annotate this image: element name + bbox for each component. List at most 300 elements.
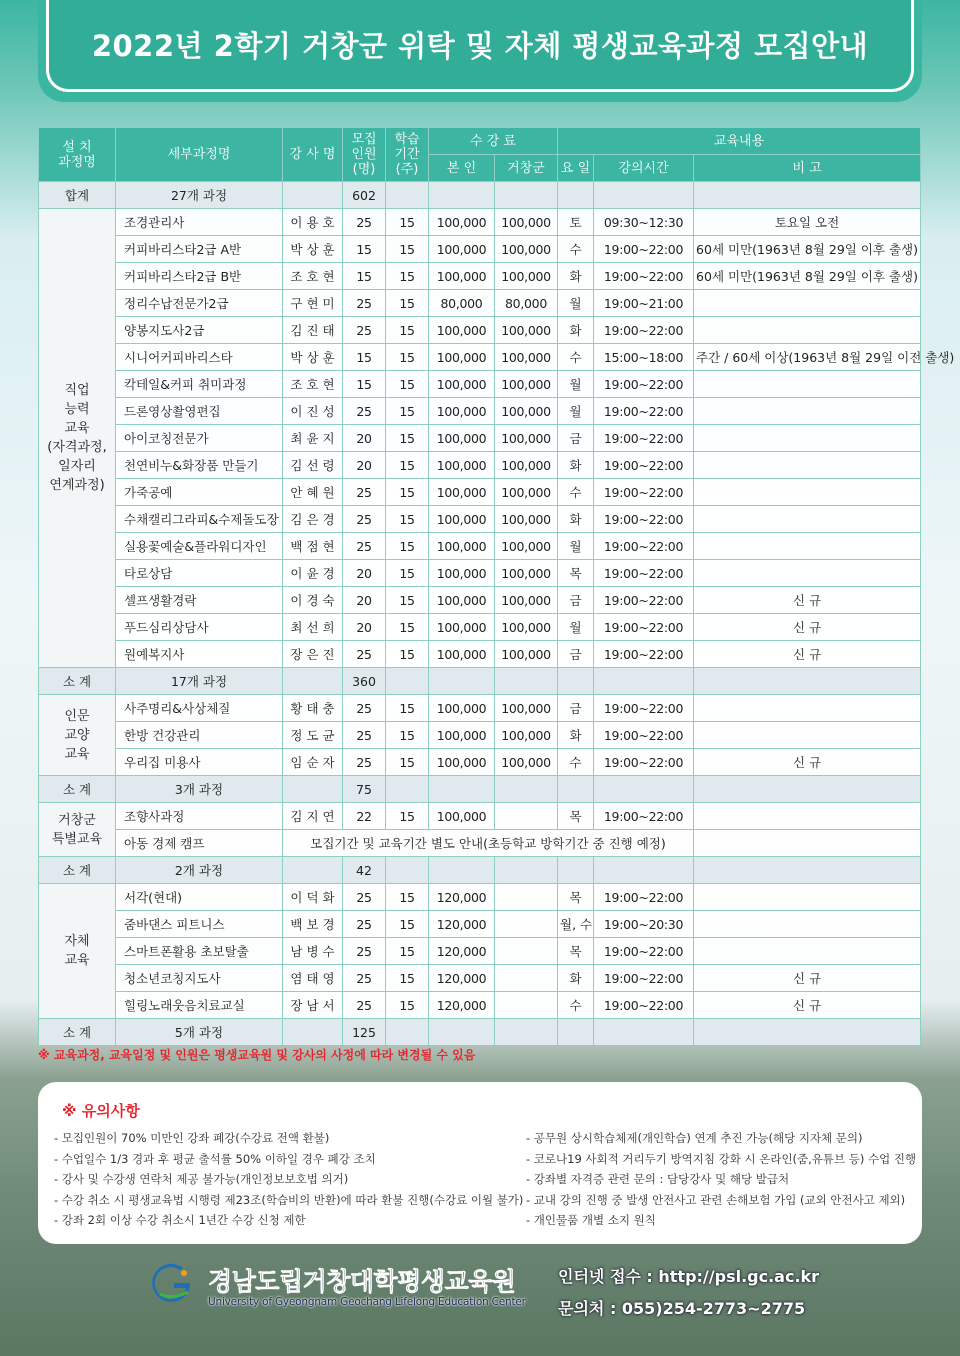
fee-self-cell: 100,000 — [429, 614, 495, 641]
fee-self-cell: 100,000 — [429, 506, 495, 533]
weeks-cell: 15 — [386, 479, 429, 506]
day-cell: 화 — [558, 965, 594, 992]
fee-county-cell — [495, 803, 558, 830]
capacity-cell: 25 — [343, 965, 386, 992]
day-cell: 수 — [558, 344, 594, 371]
instructor-name: 염 태 영 — [283, 965, 343, 992]
table-row — [39, 749, 921, 776]
note-cell: 신 규 — [694, 587, 921, 614]
college-logo-icon — [150, 1264, 194, 1304]
note-cell: 신 규 — [694, 749, 921, 776]
weeks-cell: 15 — [386, 641, 429, 668]
note-cell: 신 규 — [694, 992, 921, 1019]
capacity-cell: 15 — [343, 263, 386, 290]
subtotal-row — [39, 857, 921, 884]
weeks-cell: 15 — [386, 749, 429, 776]
table-row — [39, 209, 921, 236]
category-cell: 직업 능력 교육 (자격과정, 일자리 연계과정) — [39, 209, 116, 668]
fee-county-cell: 100,000 — [495, 236, 558, 263]
day-cell: 금 — [558, 695, 594, 722]
header-fee: 수 강 료 — [429, 128, 558, 155]
header-edu: 교육내용 — [558, 128, 921, 155]
fee-self-cell: 100,000 — [429, 209, 495, 236]
day-cell: 월 — [558, 533, 594, 560]
course-table-body — [39, 182, 955, 1046]
note-cell — [694, 506, 921, 533]
instructor-name: 황 태 충 — [283, 695, 343, 722]
instructor-name: 김 진 태 — [283, 317, 343, 344]
course-name: 타로상담 — [116, 560, 283, 587]
instructor-name: 장 남 서 — [283, 992, 343, 1019]
note-cell — [694, 884, 921, 911]
fee-self-cell: 100,000 — [429, 344, 495, 371]
capacity-cell: 25 — [343, 695, 386, 722]
time-cell: 19:00~22:00 — [594, 641, 694, 668]
capacity-cell: 20 — [343, 587, 386, 614]
course-name: 드론영상촬영편집 — [116, 398, 283, 425]
course-name: 양봉지도사2급 — [116, 317, 283, 344]
capacity-cell: 15 — [343, 236, 386, 263]
capacity-cell: 25 — [343, 911, 386, 938]
org-name: 경남도립거창대학평생교육원 — [208, 1267, 516, 1296]
fee-self-cell: 100,000 — [429, 587, 495, 614]
note-cell — [694, 317, 921, 344]
header-capacity: 모집 인원 (명) — [343, 128, 386, 182]
table-row — [39, 452, 921, 479]
capacity-cell: 20 — [343, 452, 386, 479]
category-cell: 자체 교육 — [39, 884, 116, 1019]
course-name: 원예복지사 — [116, 641, 283, 668]
table-row — [39, 830, 921, 857]
capacity-cell: 25 — [343, 533, 386, 560]
course-name: 커피바리스타2급 A반 — [116, 236, 283, 263]
instructor-name: 안 혜 원 — [283, 479, 343, 506]
time-cell: 19:00~22:00 — [594, 452, 694, 479]
time-cell: 19:00~21:00 — [594, 290, 694, 317]
capacity-cell: 25 — [343, 317, 386, 344]
fee-county-cell: 100,000 — [495, 479, 558, 506]
fee-self-cell: 120,000 — [429, 911, 495, 938]
instructor-name: 김 선 령 — [283, 452, 343, 479]
notice-item: - 수강 취소 시 평생교육법 시행령 제23조(학습비의 반환)에 따라 환불 진행(수강료 이월 불가) — [54, 1192, 524, 1207]
weeks-cell: 15 — [386, 506, 429, 533]
table-row — [39, 344, 921, 371]
table-row — [39, 587, 921, 614]
fee-self-cell: 100,000 — [429, 749, 495, 776]
weeks-cell: 15 — [386, 695, 429, 722]
notice-item: - 강사 및 수강생 연락처 제공 불가능(개인정보보호법 의거) — [54, 1172, 349, 1186]
subtotal-row — [39, 668, 921, 695]
day-cell: 목 — [558, 884, 594, 911]
header-period: 학습 기간 (주) — [386, 128, 429, 182]
fee-county-cell: 100,000 — [495, 749, 558, 776]
weeks-cell: 15 — [386, 398, 429, 425]
capacity-cell: 25 — [343, 398, 386, 425]
contact-phone: 문의처 : 055)254-2773~2775 — [558, 1299, 806, 1318]
note-cell: 60세 미만(1963년 8월 29일 이후 출생) — [694, 263, 921, 290]
time-cell: 19:00~22:00 — [594, 803, 694, 830]
time-cell: 19:00~22:00 — [594, 587, 694, 614]
day-cell: 금 — [558, 425, 594, 452]
total-label: 합계 — [39, 182, 116, 209]
time-cell: 19:00~22:00 — [594, 317, 694, 344]
header-day: 요 일 — [558, 155, 594, 182]
capacity-cell: 20 — [343, 425, 386, 452]
notice-item: - 개인물품 개별 소지 원칙 — [526, 1213, 656, 1227]
capacity-cell: 20 — [343, 614, 386, 641]
weeks-cell: 15 — [386, 209, 429, 236]
fee-self-cell: 100,000 — [429, 452, 495, 479]
fee-county-cell: 80,000 — [495, 290, 558, 317]
subtotal-courses: 5개 과정 — [116, 1019, 283, 1046]
notice-item: - 강좌 2회 이상 수강 취소시 1년간 수강 신청 제한 — [54, 1213, 306, 1227]
time-cell: 19:00~22:00 — [594, 533, 694, 560]
course-table-wrapper — [38, 127, 955, 1046]
fee-self-cell: 100,000 — [429, 641, 495, 668]
fee-county-cell: 100,000 — [495, 425, 558, 452]
subtotal-label: 소 계 — [39, 857, 116, 884]
table-row — [39, 938, 921, 965]
table-row — [39, 371, 921, 398]
course-name: 한방 건강관리 — [116, 722, 283, 749]
day-cell: 월, 수 — [558, 911, 594, 938]
course-name: 힐링노래웃음치료교실 — [116, 992, 283, 1019]
day-cell: 목 — [558, 938, 594, 965]
day-cell: 화 — [558, 506, 594, 533]
weeks-cell: 15 — [386, 911, 429, 938]
time-cell: 19:00~22:00 — [594, 263, 694, 290]
total-capacity: 602 — [343, 182, 386, 209]
fee-county-cell: 100,000 — [495, 614, 558, 641]
day-cell: 화 — [558, 452, 594, 479]
fee-county-cell: 100,000 — [495, 317, 558, 344]
instructor-name: 남 병 수 — [283, 938, 343, 965]
header-category: 설 치 과정명 — [39, 128, 116, 182]
table-row — [39, 992, 921, 1019]
notice-box — [38, 1082, 922, 1244]
subtotal-capacity: 42 — [343, 857, 386, 884]
capacity-cell: 25 — [343, 938, 386, 965]
fee-self-cell: 100,000 — [429, 722, 495, 749]
weeks-cell: 15 — [386, 587, 429, 614]
note-cell — [694, 371, 921, 398]
note-cell: 토요일 오전 — [694, 209, 921, 236]
time-cell: 15:00~18:00 — [594, 344, 694, 371]
weeks-cell: 15 — [386, 560, 429, 587]
course-name: 가죽공예 — [116, 479, 283, 506]
note-cell — [694, 398, 921, 425]
course-name: 아동 경제 캠프 — [116, 830, 283, 857]
instructor-name: 김 은 경 — [283, 506, 343, 533]
note-cell: 주간 / 60세 이상(1963년 8월 29일 이전 출생) — [694, 344, 921, 371]
fee-self-cell: 100,000 — [429, 803, 495, 830]
fee-county-cell: 100,000 — [495, 560, 558, 587]
total-row — [39, 182, 921, 209]
day-cell: 화 — [558, 317, 594, 344]
day-cell: 수 — [558, 992, 594, 1019]
subtotal-capacity: 125 — [343, 1019, 386, 1046]
weeks-cell: 15 — [386, 236, 429, 263]
time-cell: 19:00~20:30 — [594, 911, 694, 938]
fee-county-cell: 100,000 — [495, 641, 558, 668]
table-row — [39, 533, 921, 560]
table-row — [39, 641, 921, 668]
fee-self-cell: 100,000 — [429, 533, 495, 560]
capacity-cell: 25 — [343, 506, 386, 533]
capacity-cell: 25 — [343, 209, 386, 236]
notice-item: - 교내 강의 진행 중 발생 안전사고 관련 손해보험 가입 (교외 안전사고 제외) — [526, 1192, 906, 1207]
course-name: 스마트폰활용 초보탈출 — [116, 938, 283, 965]
fee-self-cell: 80,000 — [429, 290, 495, 317]
instructor-name: 이 용 호 — [283, 209, 343, 236]
weeks-cell: 15 — [386, 344, 429, 371]
instructor-name: 백 보 경 — [283, 911, 343, 938]
subtotal-row — [39, 776, 921, 803]
note-cell — [694, 452, 921, 479]
weeks-cell: 15 — [386, 722, 429, 749]
table-row — [39, 317, 921, 344]
capacity-cell: 15 — [343, 344, 386, 371]
course-name: 시니어커피바리스타 — [116, 344, 283, 371]
fee-county-cell: 100,000 — [495, 263, 558, 290]
course-name: 우리집 미용사 — [116, 749, 283, 776]
course-name: 칵테일&커피 취미과정 — [116, 371, 283, 398]
fee-self-cell: 120,000 — [429, 884, 495, 911]
capacity-cell: 22 — [343, 803, 386, 830]
table-row — [39, 614, 921, 641]
weeks-cell: 15 — [386, 965, 429, 992]
table-row — [39, 695, 921, 722]
header-fee-county: 거창군 — [495, 155, 558, 182]
table-row — [39, 884, 921, 911]
time-cell: 19:00~22:00 — [594, 371, 694, 398]
capacity-cell: 25 — [343, 722, 386, 749]
note-cell: 60세 미만(1963년 8월 29일 이후 출생) — [694, 236, 921, 263]
note-cell — [694, 425, 921, 452]
weeks-cell: 15 — [386, 614, 429, 641]
subtotal-label: 소 계 — [39, 1019, 116, 1046]
instructor-name: 이 덕 화 — [283, 884, 343, 911]
fee-self-cell: 100,000 — [429, 263, 495, 290]
fee-self-cell: 120,000 — [429, 992, 495, 1019]
table-row — [39, 263, 921, 290]
table-row — [39, 911, 921, 938]
table-row — [39, 560, 921, 587]
capacity-cell: 20 — [343, 560, 386, 587]
capacity-cell: 25 — [343, 641, 386, 668]
day-cell: 수 — [558, 749, 594, 776]
time-cell: 19:00~22:00 — [594, 884, 694, 911]
day-cell: 월 — [558, 614, 594, 641]
time-cell: 19:00~22:00 — [594, 749, 694, 776]
notice-item: - 모집인원이 70% 미만인 강좌 폐강(수강료 전액 환불) — [54, 1131, 330, 1145]
web-registration[interactable]: 인터넷 접수 : http://psl.gc.ac.kr — [558, 1267, 820, 1286]
instructor-name: 구 현 미 — [283, 290, 343, 317]
day-cell: 수 — [558, 479, 594, 506]
course-name: 커피바리스타2급 B반 — [116, 263, 283, 290]
header-instructor: 강 사 명 — [283, 128, 343, 182]
fee-self-cell: 100,000 — [429, 479, 495, 506]
fee-county-cell: 100,000 — [495, 209, 558, 236]
table-row — [39, 425, 921, 452]
capacity-cell: 25 — [343, 884, 386, 911]
header-note: 비 고 — [694, 155, 921, 182]
weeks-cell: 15 — [386, 371, 429, 398]
weeks-cell: 15 — [386, 884, 429, 911]
note-cell — [694, 911, 921, 938]
table-row — [39, 506, 921, 533]
course-name: 수채캘리그라피&수제돌도장 — [116, 506, 283, 533]
table-row — [39, 398, 921, 425]
instructor-name: 이 경 숙 — [283, 587, 343, 614]
header-fee-self: 본 인 — [429, 155, 495, 182]
subtotal-row — [39, 1019, 921, 1046]
notice-item: - 공무원 상시학습체제(개인학습) 연계 추진 가능(해당 지자체 문의) — [526, 1131, 863, 1145]
subtotal-courses: 3개 과정 — [116, 776, 283, 803]
day-cell: 수 — [558, 236, 594, 263]
fee-county-cell: 100,000 — [495, 722, 558, 749]
capacity-cell: 25 — [343, 992, 386, 1019]
time-cell: 19:00~22:00 — [594, 722, 694, 749]
weeks-cell: 15 — [386, 290, 429, 317]
time-cell: 19:00~22:00 — [594, 614, 694, 641]
time-cell: 19:00~22:00 — [594, 479, 694, 506]
fee-county-cell — [495, 965, 558, 992]
special-schedule-note: 모집기간 및 교육기간 별도 안내(초등학교 방학기간 중 진행 예정) — [283, 830, 694, 857]
time-cell: 19:00~22:00 — [594, 965, 694, 992]
fee-county-cell — [495, 992, 558, 1019]
instructor-name: 임 순 자 — [283, 749, 343, 776]
day-cell: 월 — [558, 398, 594, 425]
course-name: 푸드심리상담사 — [116, 614, 283, 641]
table-row — [39, 722, 921, 749]
course-name: 천연비누&화장품 만들기 — [116, 452, 283, 479]
course-name: 정리수납전문가2급 — [116, 290, 283, 317]
time-cell: 19:00~22:00 — [594, 560, 694, 587]
note-cell — [694, 803, 921, 830]
fee-county-cell: 100,000 — [495, 371, 558, 398]
course-name: 사주명리&사상체질 — [116, 695, 283, 722]
time-cell: 19:00~22:00 — [594, 236, 694, 263]
fee-county-cell — [495, 938, 558, 965]
note-cell — [694, 938, 921, 965]
day-cell: 월 — [558, 371, 594, 398]
fee-county-cell — [495, 884, 558, 911]
fee-self-cell: 120,000 — [429, 938, 495, 965]
fee-county-cell: 100,000 — [495, 398, 558, 425]
time-cell: 19:00~22:00 — [594, 398, 694, 425]
course-name: 청소년코칭지도사 — [116, 965, 283, 992]
fee-self-cell: 120,000 — [429, 965, 495, 992]
note-cell — [694, 560, 921, 587]
weeks-cell: 15 — [386, 263, 429, 290]
fee-self-cell: 100,000 — [429, 371, 495, 398]
fee-self-cell: 100,000 — [429, 560, 495, 587]
header-course: 세부과정명 — [116, 128, 283, 182]
fee-county-cell: 100,000 — [495, 452, 558, 479]
note-cell — [694, 722, 921, 749]
fee-county-cell: 100,000 — [495, 587, 558, 614]
day-cell: 월 — [558, 290, 594, 317]
instructor-name: 박 상 훈 — [283, 236, 343, 263]
capacity-cell: 15 — [343, 371, 386, 398]
time-cell: 19:00~22:00 — [594, 425, 694, 452]
weeks-cell: 15 — [386, 425, 429, 452]
table-row — [39, 803, 921, 830]
footer — [0, 1256, 960, 1356]
fee-county-cell: 100,000 — [495, 344, 558, 371]
instructor-name: 조 호 현 — [283, 263, 343, 290]
course-name: 서각(현대) — [116, 884, 283, 911]
course-table — [38, 127, 955, 1046]
instructor-name: 최 선 희 — [283, 614, 343, 641]
weeks-cell: 15 — [386, 533, 429, 560]
time-cell: 19:00~22:00 — [594, 506, 694, 533]
notice-item: - 수업일수 1/3 경과 후 평균 출석률 50% 이하일 경우 폐강 조치 — [54, 1151, 376, 1166]
weeks-cell: 15 — [386, 803, 429, 830]
capacity-cell: 25 — [343, 290, 386, 317]
note-cell: 신 규 — [694, 641, 921, 668]
day-cell: 금 — [558, 587, 594, 614]
note-cell: 신 규 — [694, 965, 921, 992]
time-cell: 09:30~12:30 — [594, 209, 694, 236]
capacity-cell: 25 — [343, 479, 386, 506]
fee-self-cell: 100,000 — [429, 398, 495, 425]
course-name: 셀프생활경락 — [116, 587, 283, 614]
note-cell — [694, 695, 921, 722]
disclaimer: ※ 교육과정, 교육일정 및 인원은 평생교육원 및 강사의 사정에 따라 변경될 수 있음 — [38, 1048, 476, 1062]
fee-self-cell: 100,000 — [429, 317, 495, 344]
instructor-name: 이 윤 경 — [283, 560, 343, 587]
note-cell — [694, 533, 921, 560]
instructor-name: 백 점 현 — [283, 533, 343, 560]
subtotal-label: 소 계 — [39, 668, 116, 695]
instructor-name: 김 지 연 — [283, 803, 343, 830]
fee-county-cell — [495, 911, 558, 938]
weeks-cell: 15 — [386, 938, 429, 965]
notice-list-left — [54, 1128, 523, 1231]
day-cell: 목 — [558, 803, 594, 830]
subtotal-capacity: 360 — [343, 668, 386, 695]
fee-county-cell: 100,000 — [495, 506, 558, 533]
instructor-name: 정 도 균 — [283, 722, 343, 749]
course-name: 조경관리사 — [116, 209, 283, 236]
weeks-cell: 15 — [386, 992, 429, 1019]
weeks-cell: 15 — [386, 452, 429, 479]
fee-county-cell: 100,000 — [495, 695, 558, 722]
subtotal-capacity: 75 — [343, 776, 386, 803]
fee-self-cell: 100,000 — [429, 695, 495, 722]
course-name: 실용꽃예술&플라워디자인 — [116, 533, 283, 560]
day-cell: 금 — [558, 641, 594, 668]
day-cell: 화 — [558, 263, 594, 290]
total-courses: 27개 과정 — [116, 182, 283, 209]
header-time: 강의시간 — [594, 155, 694, 182]
instructor-name: 박 상 훈 — [283, 344, 343, 371]
notice-title: ※ 유의사항 — [62, 1102, 140, 1120]
fee-county-cell: 100,000 — [495, 533, 558, 560]
subtotal-courses: 2개 과정 — [116, 857, 283, 884]
table-row — [39, 965, 921, 992]
category-cell: 인문 교양 교육 — [39, 695, 116, 776]
notice-item: - 코로나19 사회적 거리두기 방역지침 강화 시 온라인(줌,유튜브 등) 수업 진행 — [526, 1151, 917, 1166]
instructor-name: 장 은 진 — [283, 641, 343, 668]
instructor-name: 최 윤 지 — [283, 425, 343, 452]
notice-item: - 강좌별 자격증 관련 문의 : 담당강사 및 해당 발급처 — [526, 1172, 790, 1186]
time-cell: 19:00~22:00 — [594, 695, 694, 722]
subtotal-courses: 17개 과정 — [116, 668, 283, 695]
capacity-cell: 25 — [343, 749, 386, 776]
